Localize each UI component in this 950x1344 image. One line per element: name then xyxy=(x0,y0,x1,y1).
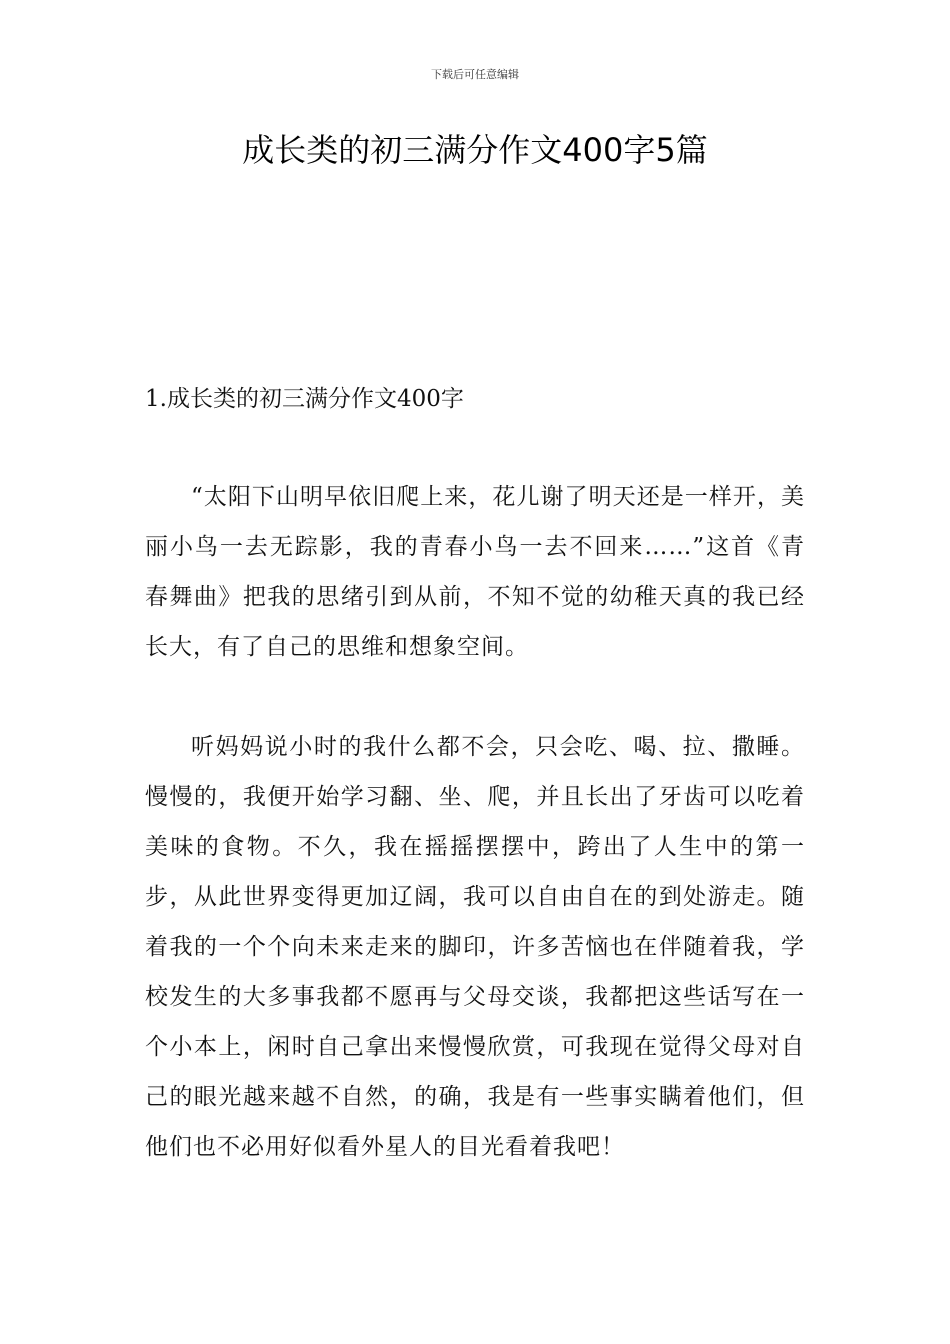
paragraph-1: “太阳下山明早依旧爬上来，花儿谢了明天还是一样开，美丽小鸟一去无踪影，我的青春小鸟一去不回来……”这首《青春舞曲》把我的思绪引到从前，不知不觉的幼稚天真的我已经长大，有了自己的思维和想象空间。 xyxy=(145,484,805,660)
paragraph-2: 听妈妈说小时的我什么都不会，只会吃、喝、拉、撒睡。慢慢的，我便开始学习翻、坐、爬，并且长出了牙齿可以吃着美味的食物。不久，我在摇摇摆摆中，跨出了人生中的第一步，从此世界变得更加辽阔，我可以自由自在的到处游走。随着我的一个个向未来走来的脚印，许多苦恼也在伴随着我，学校发生的大多事我都不愿再与父母交谈，我都把这些话写在一个小本上，闲时自己拿出来慢慢欣赏，可我现在觉得父母对自己的眼光越来越不自然，的确，我是有一些事实瞒着他们，但他们也不必用好似看外星人的目光看着我吧！ xyxy=(145,734,805,1160)
section-heading: 1.成长类的初三满分作文400字 xyxy=(145,386,464,412)
header-note: 下载后可任意编辑 xyxy=(431,68,519,81)
document-title: 成长类的初三满分作文400字5篇 xyxy=(242,131,708,169)
